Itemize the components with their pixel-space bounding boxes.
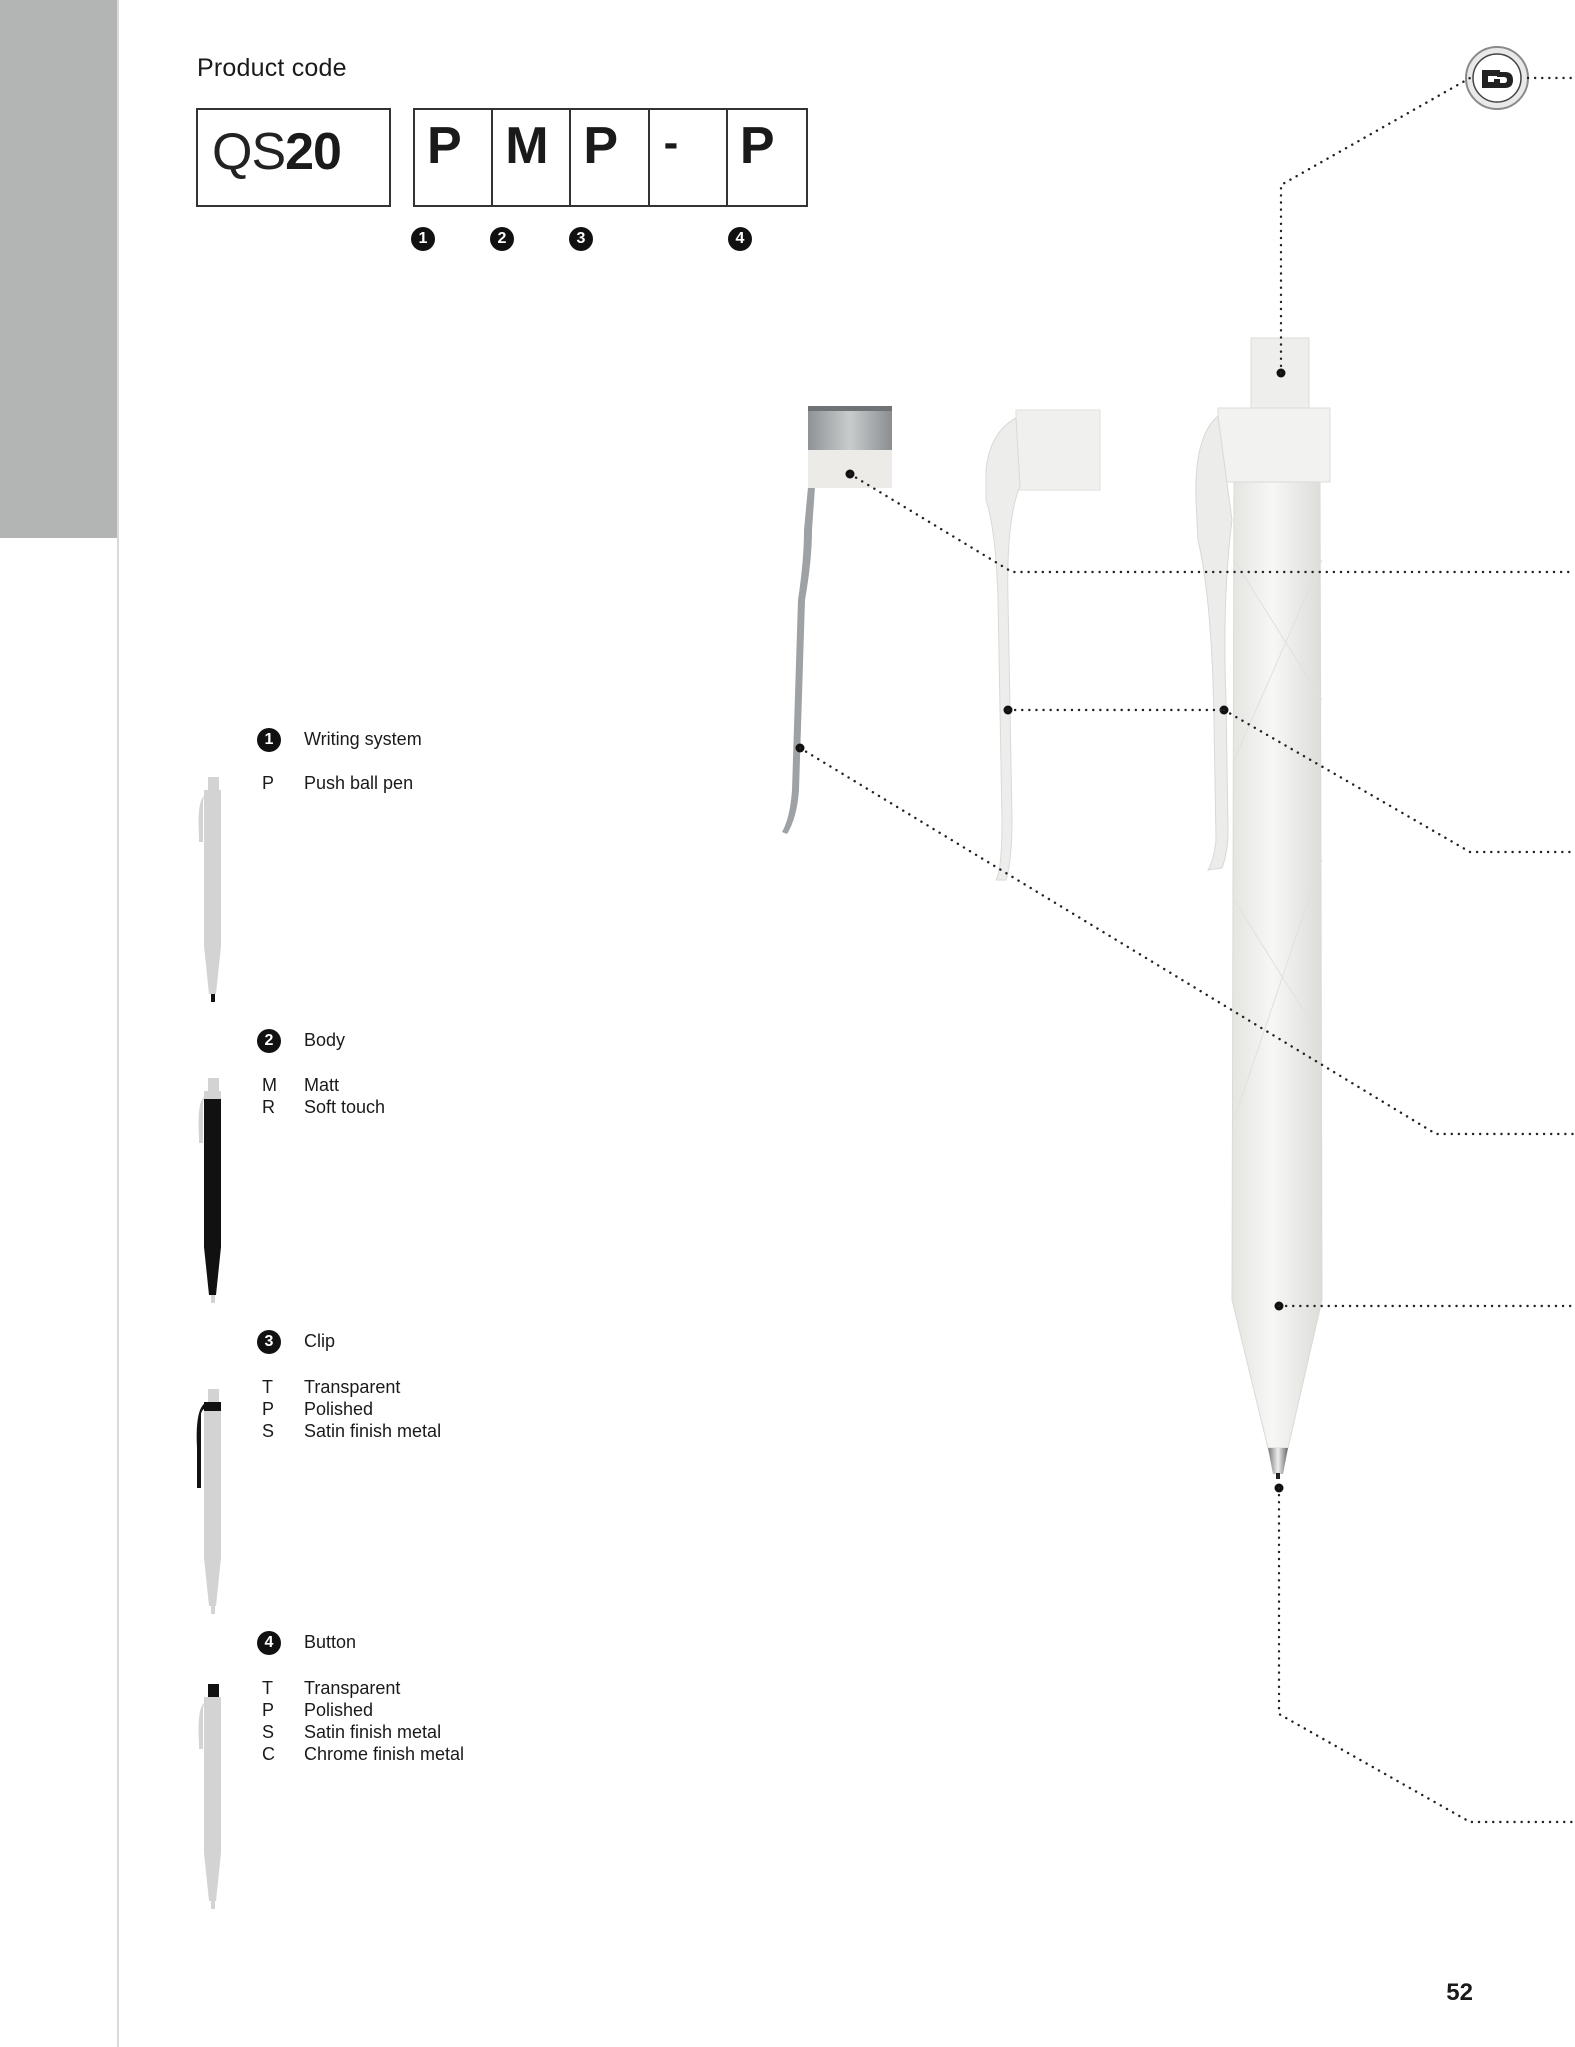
code-cell-body: M xyxy=(493,110,571,205)
option-badge-3: 3 xyxy=(257,1330,281,1354)
white-clip-part xyxy=(986,410,1100,880)
page-number: 52 xyxy=(1446,1979,1473,2006)
option-title-button: Button xyxy=(304,1632,357,1652)
code-cell-writing-system: P xyxy=(415,110,493,205)
code-cell-button: P xyxy=(739,117,775,175)
code-badge-2: 2 xyxy=(490,227,514,251)
gd-logo-icon xyxy=(1466,47,1528,109)
callout-lines xyxy=(800,78,1575,1822)
main-pen xyxy=(1196,338,1330,1479)
option-badge-2: 2 xyxy=(257,1029,281,1053)
product-code-title: Product code xyxy=(197,54,347,82)
code-badge-1: 1 xyxy=(411,227,435,251)
option-badge-4: 4 xyxy=(257,1631,281,1655)
code-cell-clip: P xyxy=(571,110,649,205)
model-number: 20 xyxy=(285,123,341,181)
code-badge-4: 4 xyxy=(728,227,752,251)
model-prefix: QS xyxy=(212,123,286,181)
code-cell-separator: - xyxy=(650,110,728,205)
option-title-writing-system: Writing system xyxy=(304,729,422,749)
option-badge-1: 1 xyxy=(257,728,281,752)
code-badge-3: 3 xyxy=(569,227,593,251)
option-title-clip: Clip xyxy=(304,1331,336,1351)
option-title-body: Body xyxy=(304,1030,346,1050)
